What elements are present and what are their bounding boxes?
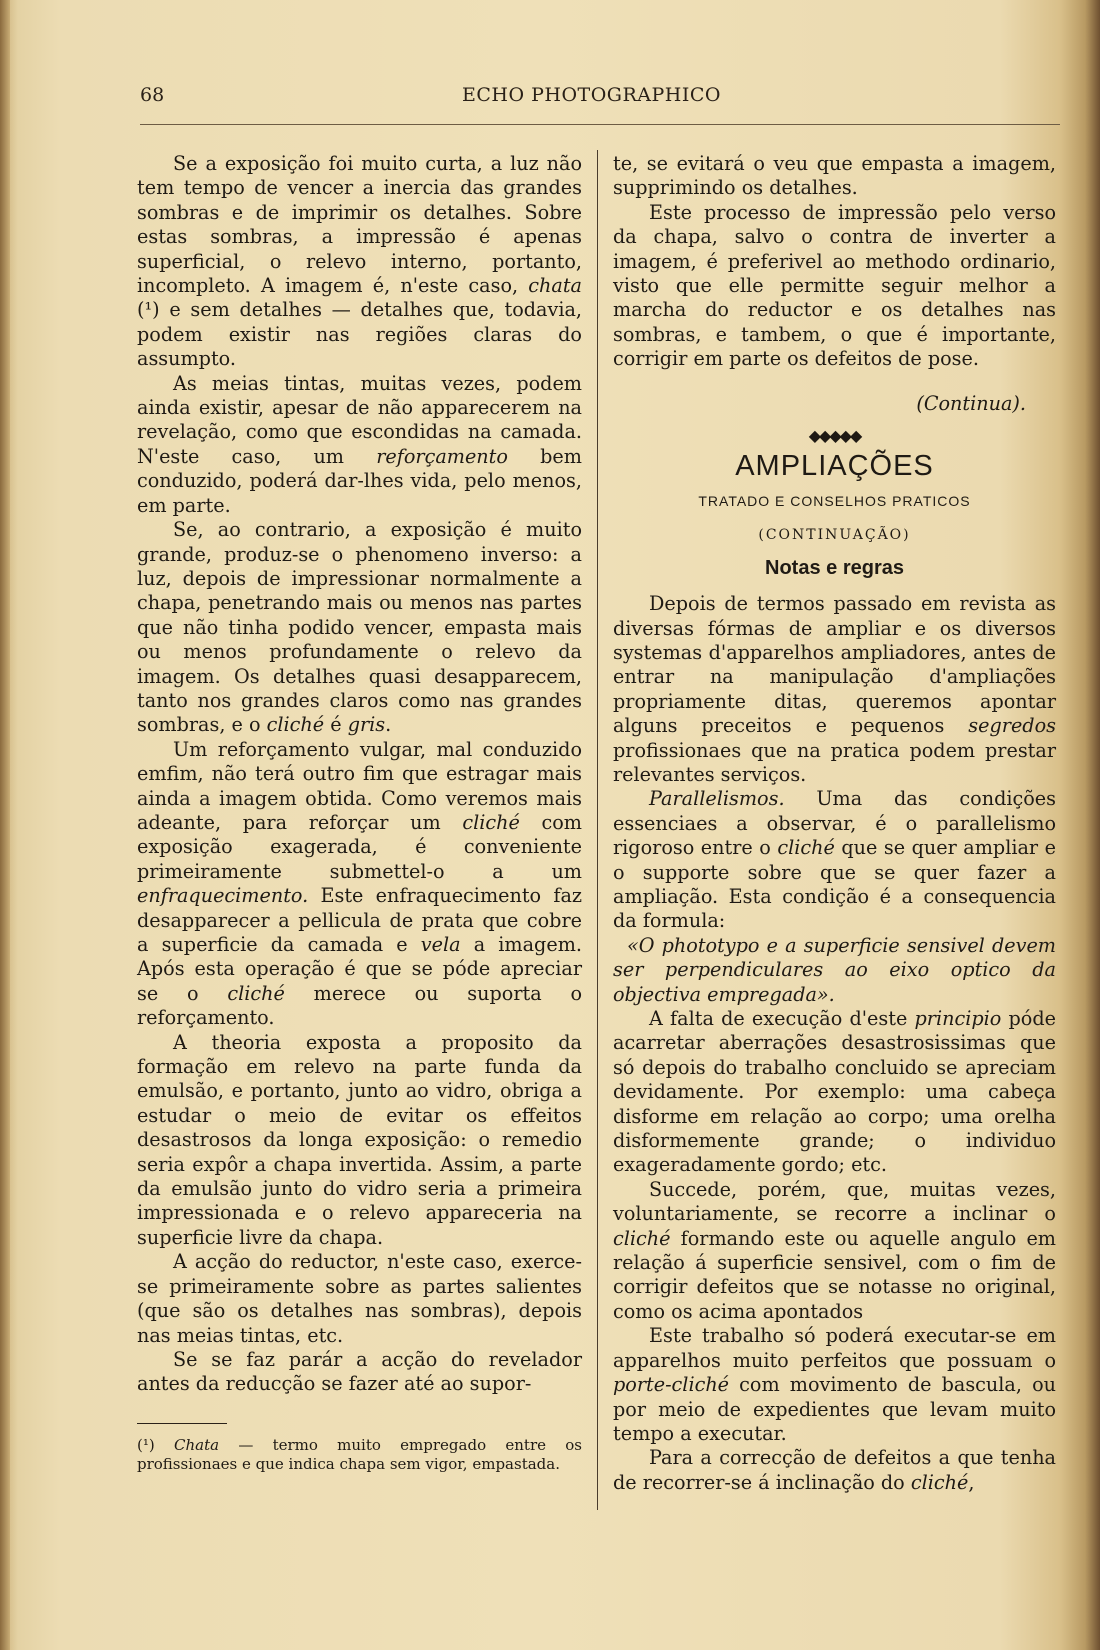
text-run: As meias tintas, muitas vezes, podem ainda existir, apesar de não apparecerem na revelação, como que escondidas na camada. N'este caso, um (137, 371, 582, 468)
text-run: merece ou suporta o reforçamento. (137, 981, 582, 1030)
right-column (613, 152, 1056, 1495)
text-run: bem conduzido, poderá dar-lhes vida, pelo menos, em parte. (137, 444, 582, 517)
page-header (140, 84, 1080, 114)
italic-term: cliché (910, 1470, 969, 1494)
italic-term: segredos (968, 714, 1056, 738)
italic-term: enfraquecimento. (137, 884, 309, 908)
italic-term: reforçamento (376, 444, 508, 468)
text-run: com movimento de bascula, ou por meio de expedientes que levam muito tempo a executar. (613, 1373, 1056, 1445)
quote-mark: ». (816, 982, 835, 1006)
text-run: Este trabalho só poderá executar-se em apparelhos muito perfeitos que possuam o (613, 1324, 1056, 1372)
page-number: 68 (140, 84, 165, 106)
paragraph (137, 372, 582, 518)
paragraph (137, 738, 582, 1031)
paragraph (613, 1324, 1056, 1446)
section-subtitle: TRATADO E CONSELHOS PRATICOS (698, 492, 971, 509)
formula-quote (613, 934, 1056, 1007)
text-run: A falta de execução d'este (649, 1007, 915, 1030)
section-title: AMPLIAÇÕES (735, 450, 934, 483)
italic-term: cliché (613, 1226, 671, 1250)
text-run: — termo muito empregado entre os profissionaes e que indica chapa sem vigor, empastada. (137, 1435, 582, 1473)
footnote-rule (137, 1423, 227, 1424)
text-run: Se, ao contrario, a exposição é muito grande, produz-se o phenomeno inverso: a luz, depois de impressionar normalmente a chapa, penetrando mais ou menos nas partes que não tinha podido vencer, empasta mais ou menos profundamente o relevo da imagem. Os detalhes quasi desapparecem, tanto nos grandes claros como nas grandes sombras, e o (137, 518, 582, 737)
paragraph: te, se evitará o veu que empasta a imagem, supprimindo os detalhes. (613, 152, 1056, 200)
text-run: Um reforçamento vulgar, mal conduzido emfim, não terá outro fim que estragar mais ainda a imagem obtida. Como veremos mais adeante, para reforçar um (137, 737, 582, 834)
text-run: (¹) e sem detalhes — detalhes que, todavia, podem existir nas regiões claras do assumpto. (137, 298, 582, 371)
text-run: Depois de termos passado em revista as diversas fórmas de ampliar e os diversos systemas d'apparelhos ampliadores, antes de entrar na manipulação d'ampliações propriamente ditas, queremos apontar alguns preceitos e pequenos (613, 592, 1056, 738)
paragraph (613, 1446, 1056, 1495)
footnote (137, 1436, 582, 1474)
italic-term: cliché (777, 836, 835, 860)
italic-term: principio (914, 1007, 1002, 1030)
text-run: que se quer ampliar e o supporte sobre que se quer fazer a ampliação. Esta condição é a consequencia da formula: (613, 836, 1056, 933)
text-run: Succede, porém, que, muitas vezes, voluntariamente, se recorre a inclinar o (613, 1177, 1056, 1226)
quote-mark: « (627, 933, 639, 957)
paragraph: A theoria exposta a proposito da formação em relevo na parte funda da emulsão, e portanto, junto ao vidro, obriga a estudar o meio de evitar os effeitos desastrosos da longa exposição: o remedio seria expôr a chapa invertida. Assim, a parte da emulsão junto do vidro seria a primeira impressionada e o relevo appareceria na superficie livre da chapa. (137, 1030, 582, 1249)
italic-term: porte-cliché (613, 1373, 730, 1397)
left-column (137, 152, 582, 1474)
paragraph (137, 518, 582, 738)
italic-term: vela (420, 933, 461, 956)
italic-term: gris (347, 713, 386, 737)
text-run: Uma das condições essenciaes a observar, é o parallelismo rigoroso entre o (613, 787, 1056, 860)
section-heading: Notas e regras (765, 556, 904, 579)
paragraph (613, 1007, 1056, 1178)
paragraph (613, 787, 1056, 933)
italic-term: cliché (227, 981, 285, 1005)
paragraph: A acção do reductor, n'este caso, exerce-se primeiramente sobre as partes salientes (que são os detalhes nas sombras), depois nas meias tintas, etc. (137, 1250, 582, 1347)
ornament-divider: ◆◆◆◆◆ (808, 426, 861, 446)
continued-note: (Continua). (916, 391, 1026, 415)
running-title: ECHO PHOTOGRAPHICO (462, 84, 721, 106)
column-divider (597, 150, 598, 1510)
text-run: Se a exposição foi muito curta, a luz não tem tempo de vencer a inercia das grandes sombras e de imprimir os detalhes. Sobre estas sombras, a impressão é apenas superficial, o relevo interno, portanto, incompleto. A imagem é, n'este caso, (137, 152, 582, 298)
footnote-marker: (¹) (137, 1435, 174, 1454)
italic-term: Chata (173, 1435, 220, 1454)
text-run: póde acarretar aberrações desastrosissimas que só depois do trabalho concluido se apreciam devidamente. Por exemplo: uma cabeça disforme em relação ao corpo; uma orelha disformemente grande; o individuo exageradamente gordo; etc. (613, 1007, 1056, 1177)
paragraph (613, 1178, 1056, 1324)
italic-term: cliché (462, 810, 520, 834)
text-run: a imagem. Após esta operação é que se póde apreciar se o (137, 933, 582, 1005)
paragraph: Se se faz parár a acção do revelador antes da reducção se fazer até ao supor- (137, 1347, 582, 1396)
header-rule (140, 124, 1060, 125)
text-run: é (324, 713, 348, 737)
italic-term: cliché (266, 713, 325, 737)
italic-term: Parallelismos. (649, 787, 785, 811)
italic-term: chata (528, 274, 582, 298)
paragraph (613, 592, 1056, 787)
text-run: profissionaes que na pratica podem prestar relevantes serviços. (613, 738, 1056, 786)
text-run: , (968, 1470, 975, 1494)
text-run: formando este ou aquelle angulo em relação á superficie sensivel, com o fim de corrigir defeitos que se notasse no original, como os acima apontados (613, 1226, 1056, 1323)
text-run: Este enfraquecimento faz desapparecer a pellicula de prata que cobre a superficie da camada e (137, 884, 582, 956)
quote-text: O phototypo e a superficie sensivel devem ser perpendiculares ao eixo optico da objectiva empregada (613, 933, 1056, 1006)
text-run: . (385, 713, 392, 737)
section-continuation: (CONTINUAÇÃO) (758, 527, 911, 544)
paragraph (137, 152, 582, 372)
text-run: Para a correcção de defeitos a que tenha de recorrer-se á inclinação do (613, 1446, 1056, 1494)
text-run: com exposição exagerada, é conveniente primeiramente submettel-o a um (137, 810, 582, 883)
paragraph: Este processo de impressão pelo verso da chapa, salvo o contra de inverter a imagem, é preferivel ao methodo ordinario, visto que elle permitte seguir melhor a marcha do reductor e os detalhes nas sombras, e tambem, o que é importante, corrigir em parte os defeitos de pose. (613, 200, 1056, 371)
page-binding-edge (0, 0, 10, 1650)
